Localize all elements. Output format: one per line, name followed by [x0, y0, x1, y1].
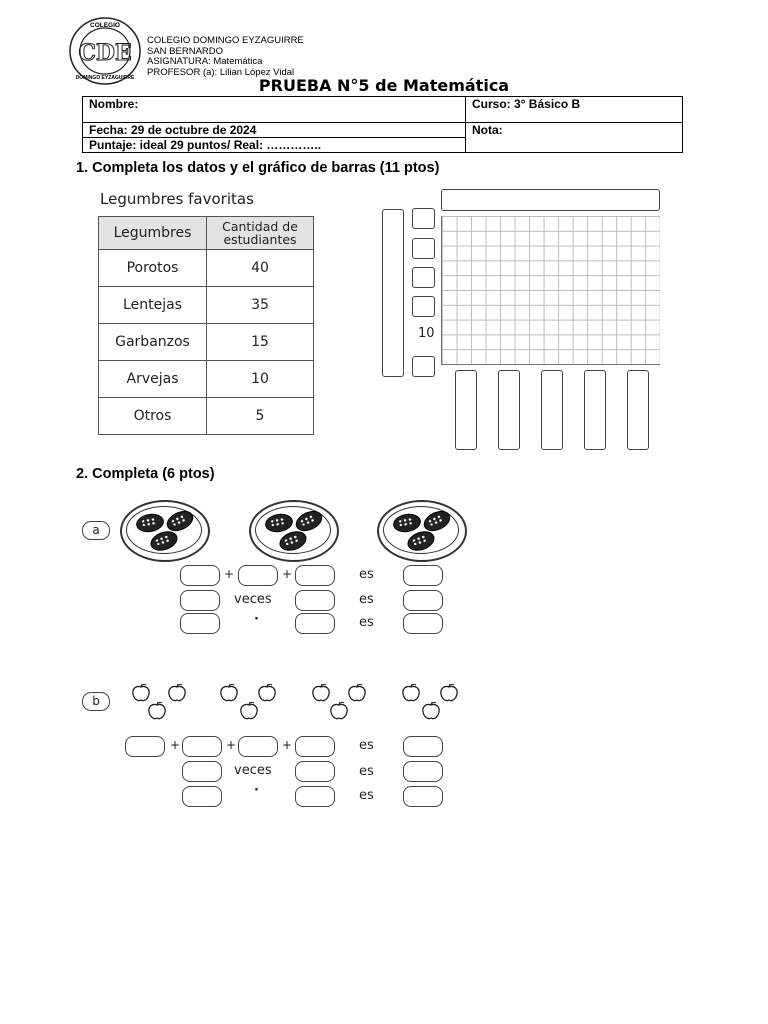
answer-box[interactable] [238, 736, 278, 757]
school-city: SAN BERNARDO [147, 45, 224, 57]
answer-box[interactable] [182, 786, 222, 807]
answer-box[interactable] [295, 761, 335, 782]
chart-title-box[interactable] [441, 189, 660, 211]
grade-field[interactable]: Nota: [466, 123, 683, 153]
y-value-box[interactable] [412, 238, 435, 259]
apple-group [133, 684, 185, 719]
answer-box[interactable] [295, 613, 335, 634]
plate-icon [377, 500, 467, 562]
name-field[interactable]: Nombre: [83, 97, 466, 123]
logo-bottom-text: DOMINGO EYZAGUIRRE [75, 75, 135, 81]
apple-group [221, 684, 275, 719]
veces-word: veces [234, 763, 272, 778]
answer-box[interactable] [180, 613, 220, 634]
school-info [147, 36, 304, 78]
plate-icon [249, 500, 339, 562]
teacher: PROFESOR (a): Lilian López Vidal [147, 66, 295, 78]
row-name: Arvejas [99, 361, 207, 398]
y-value-box[interactable] [412, 296, 435, 317]
row-name: Otros [99, 398, 207, 435]
answer-box[interactable] [403, 736, 443, 757]
page-title: PRUEBA N°5 de Matemática [258, 76, 510, 95]
x-category-box[interactable] [498, 370, 520, 450]
x-category-box[interactable] [627, 370, 649, 450]
answer-box[interactable] [295, 565, 335, 586]
row-value: 40 [207, 250, 314, 287]
answer-box[interactable] [238, 565, 278, 586]
x-category-box[interactable] [584, 370, 606, 450]
plate-icon [120, 500, 210, 562]
part-b-label: b [82, 692, 110, 711]
subject: ASIGNATURA: Matemática [147, 56, 263, 67]
dot-sign: · [254, 612, 259, 627]
plus-sign: + [282, 738, 293, 752]
answer-box[interactable] [403, 590, 443, 611]
logo-top-text: COLEGIO [90, 22, 120, 29]
answer-box[interactable] [403, 761, 443, 782]
x-category-box[interactable] [541, 370, 563, 450]
answer-box[interactable] [182, 736, 222, 757]
x-category-box[interactable] [455, 370, 477, 450]
es-word: es [359, 592, 374, 607]
row-name: Porotos [99, 250, 207, 287]
plus-sign: + [170, 738, 181, 752]
plus-sign: + [282, 567, 293, 581]
y-value-box[interactable] [412, 267, 435, 288]
answer-box[interactable] [295, 590, 335, 611]
es-word: es [359, 567, 374, 582]
answer-box[interactable] [403, 613, 443, 634]
row-name: Lentejas [99, 287, 207, 324]
question-2-label: 2. Completa (6 ptos) [76, 466, 215, 482]
answer-box[interactable] [125, 736, 165, 757]
table-title: Legumbres favoritas [100, 190, 254, 208]
date-field: Fecha: 29 de octubre de 2024 [83, 123, 466, 138]
bar-chart-grid[interactable] [441, 216, 660, 365]
apple-group [403, 684, 457, 719]
plus-sign: + [226, 738, 237, 752]
answer-box[interactable] [180, 565, 220, 586]
school-name: COLEGIO DOMINGO EYZAGUIRRE [147, 35, 304, 46]
answer-box[interactable] [182, 761, 222, 782]
y-value-box[interactable] [412, 208, 435, 229]
course-field: Curso: 3° Básico B [466, 97, 683, 123]
es-word: es [359, 738, 374, 753]
row-value: 5 [207, 398, 314, 435]
score-field: Puntaje: ideal 29 puntos/ Real: ………….. [83, 138, 466, 153]
logo-letters: CDE [78, 40, 132, 66]
student-info-table [82, 96, 683, 153]
header-cantidad: Cantidad de estudiantes [207, 217, 314, 250]
legumes-table [98, 216, 314, 435]
question-1-label: 1. Completa los datos y el gráfico de barras (11 ptos) [76, 160, 440, 176]
es-word: es [359, 764, 374, 779]
es-word: es [359, 788, 374, 803]
y-axis-label-10: 10 [418, 326, 435, 341]
header-legumbres: Legumbres [99, 217, 207, 250]
row-name: Garbanzos [99, 324, 207, 361]
y-axis-title-box[interactable] [382, 209, 404, 377]
y-value-box[interactable] [412, 356, 435, 377]
apple-groups [128, 680, 468, 724]
row-value: 35 [207, 287, 314, 324]
answer-box[interactable] [403, 565, 443, 586]
answer-box[interactable] [295, 736, 335, 757]
part-a-label: a [82, 521, 110, 540]
apple-group [313, 684, 365, 719]
answer-box[interactable] [403, 786, 443, 807]
veces-word: veces [234, 592, 272, 607]
answer-box[interactable] [180, 590, 220, 611]
answer-box[interactable] [295, 786, 335, 807]
plus-sign: + [224, 567, 235, 581]
es-word: es [359, 615, 374, 630]
dot-sign: · [254, 783, 259, 798]
row-value: 15 [207, 324, 314, 361]
row-value: 10 [207, 361, 314, 398]
